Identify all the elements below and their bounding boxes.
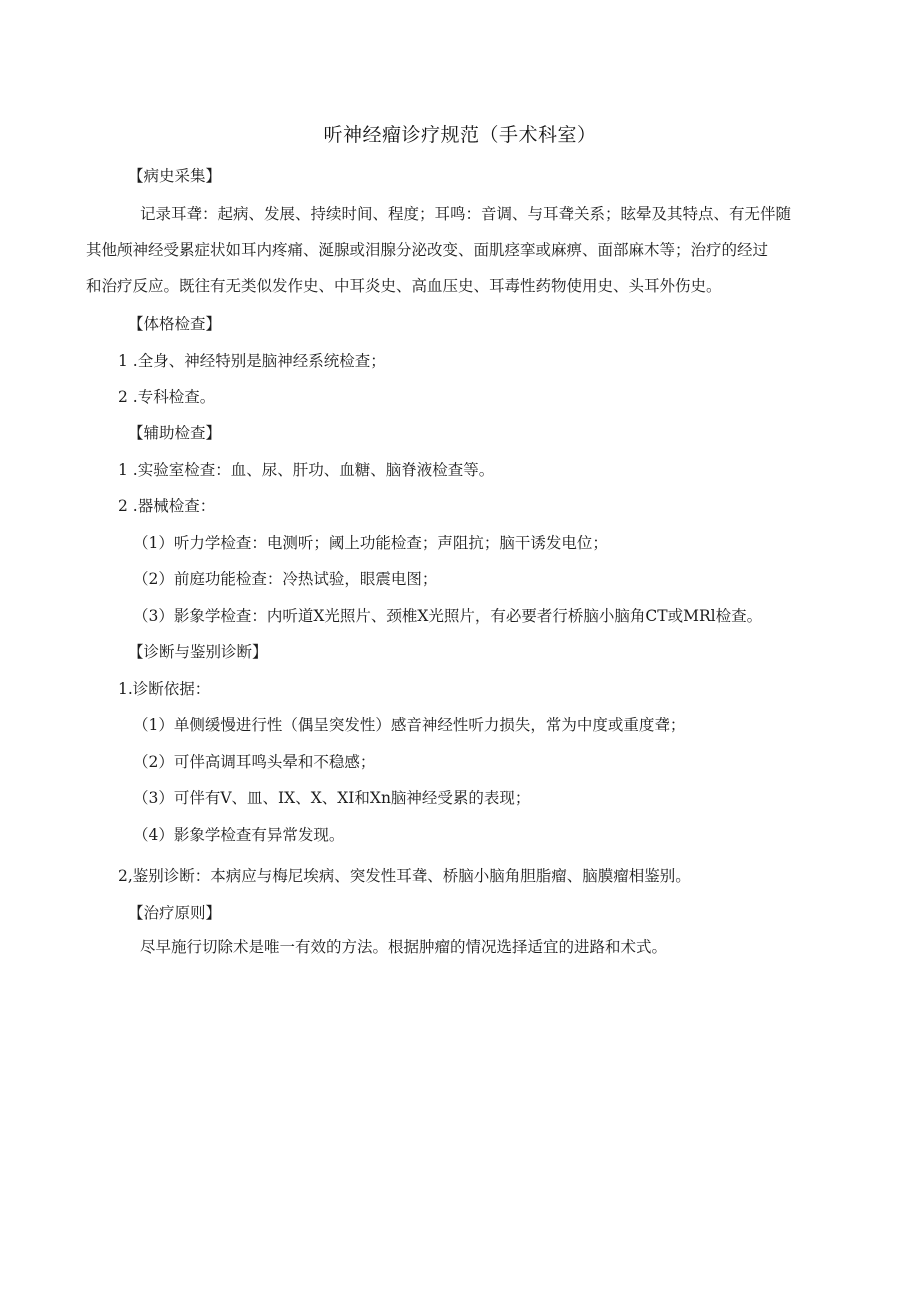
physical-item-1: 1 .全身、神经特别是脑神经系统检查； bbox=[118, 352, 386, 370]
diagnosis-differential: 2,鉴别诊断：本病应与梅尼埃病、突发性耳聋、桥脑小脑角胆脂瘤、脑膜瘤相鉴别。 bbox=[118, 867, 691, 885]
diagnosis-basis-item-4: （4）影象学检查有异常发现。 bbox=[133, 826, 345, 844]
section-heading-auxiliary: 【辅助检查】 bbox=[128, 424, 222, 442]
diagnosis-basis-item-3: （3）可伴有V、皿、IX、X、XI和Xn脑神经受累的表现； bbox=[133, 789, 531, 807]
section-heading-physical: 【体格检查】 bbox=[128, 315, 222, 333]
diagnosis-basis-item-2: （2）可伴高调耳鸣头晕和不稳感； bbox=[133, 753, 376, 771]
diagnosis-basis-label: 1.诊断依据： bbox=[118, 680, 211, 698]
auxiliary-subitem-2: （2）前庭功能检查：冷热试验，眼震电图； bbox=[133, 570, 438, 588]
physical-item-2: 2 .专科检查。 bbox=[118, 388, 216, 406]
auxiliary-item-2: 2 .器械检查： bbox=[118, 497, 216, 515]
history-line-2: 其他颅神经受累症状如耳内疼痛、涎腺或泪腺分泌改变、面肌痉挛或麻痹、面部麻木等；治疗的经过 bbox=[86, 241, 769, 259]
section-heading-history: 【病史采集】 bbox=[128, 167, 222, 185]
diagnosis-basis-item-1: （1）单侧缓慢进行性（偶呈突发性）感音神经性听力损失，常为中度或重度聋； bbox=[133, 716, 686, 734]
auxiliary-subitem-1: （1）听力学检查：电测听；阈上功能检查；声阻抗；脑干诱发电位； bbox=[133, 534, 608, 552]
treatment-text: 尽早施行切除术是唯一有效的方法。根据肿瘤的情况选择适宜的进路和术式。 bbox=[140, 938, 668, 956]
document-title: 听神经瘤诊疗规范（手术科室） bbox=[323, 124, 597, 146]
history-line-1: 记录耳聋：起病、发展、持续时间、程度；耳鸣：音调、与耳聋关系；眩晕及其特点、有无伴随 bbox=[140, 205, 792, 223]
auxiliary-item-1: 1 .实验室检查：血、尿、肝功、血糖、脑脊液检查等。 bbox=[118, 461, 495, 479]
auxiliary-subitem-3: （3）影象学检查：内听道X光照片、颈椎X光照片，有必要者行桥脑小脑角CT或MRl检查。 bbox=[133, 607, 763, 625]
section-heading-treatment: 【治疗原则】 bbox=[128, 904, 222, 922]
history-line-3: 和治疗反应。既往有无类似发作史、中耳炎史、高血压史、耳毒性药物使用史、头耳外伤史。 bbox=[86, 277, 722, 295]
section-heading-diagnosis: 【诊断与鉴别诊断】 bbox=[128, 643, 268, 661]
